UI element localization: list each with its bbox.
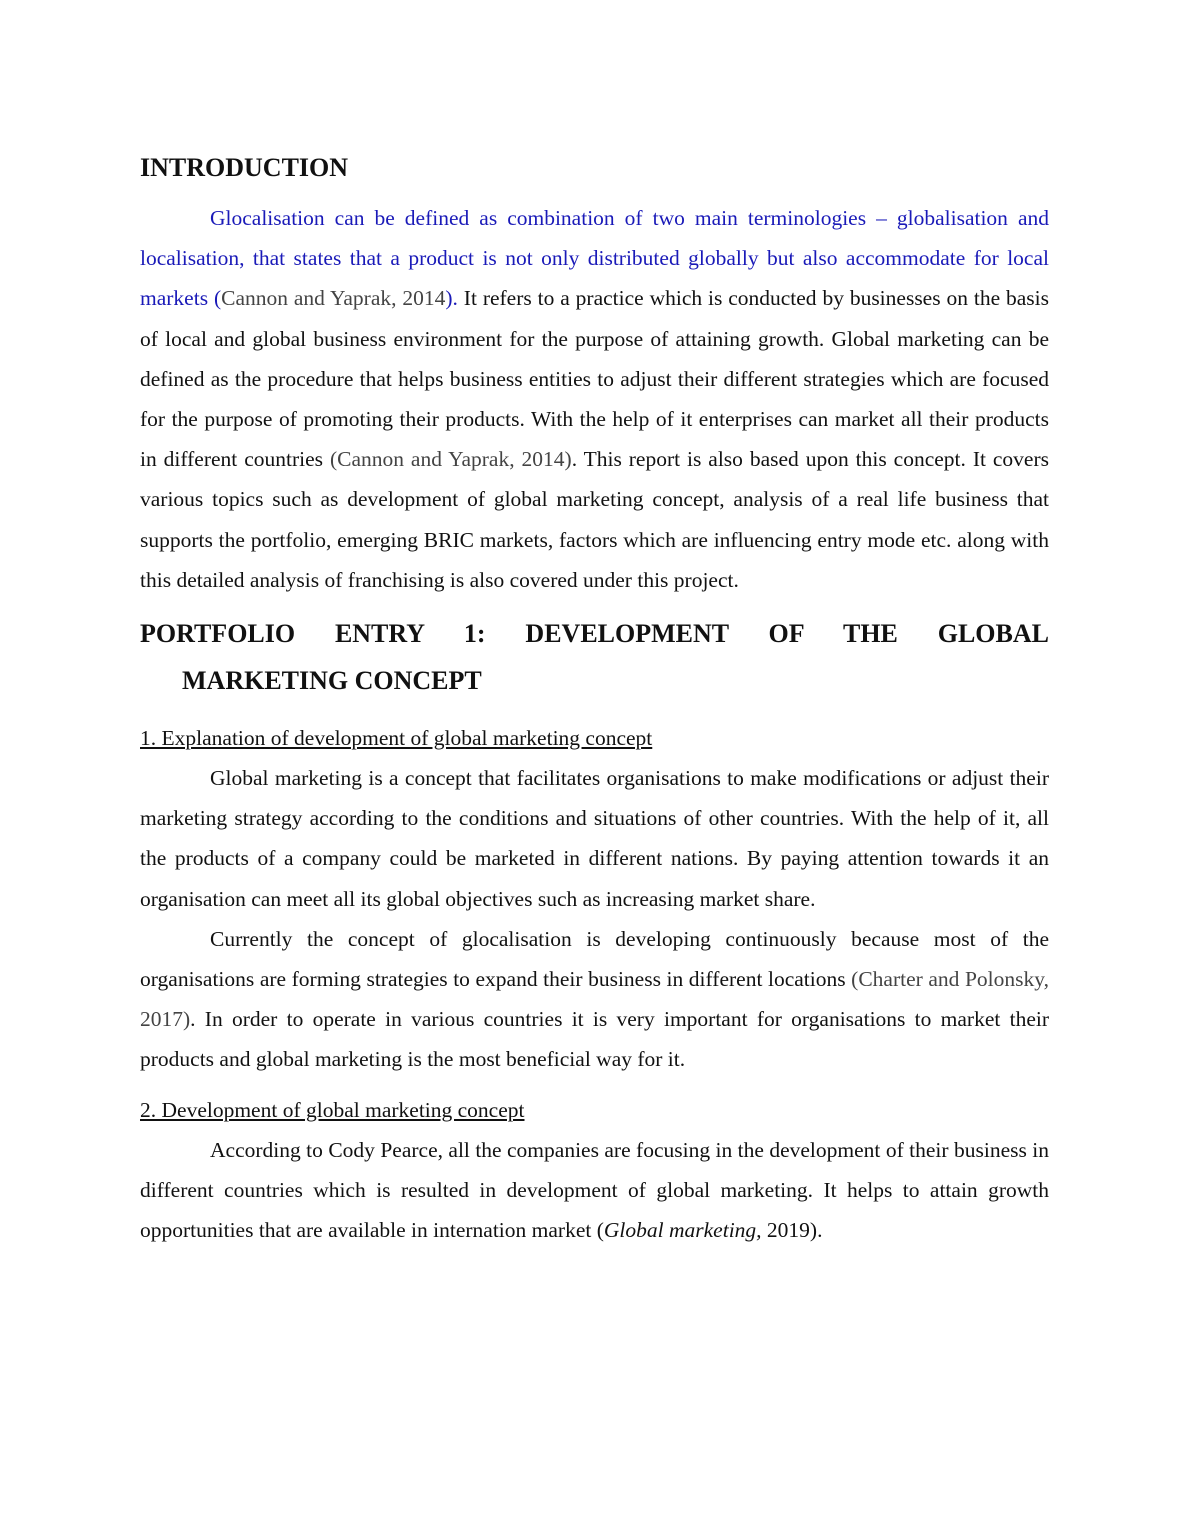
intro-paragraph bbox=[140, 198, 1049, 600]
section1-title: 1. Explanation of development of global marketing concept bbox=[140, 726, 653, 751]
intro-citation-2: (Cannon and Yaprak, 2014) bbox=[329, 447, 572, 472]
section1-paragraph2 bbox=[140, 919, 1049, 1080]
intro-text: It refers to a practice which is conducted by businesses on the basis of local and global business environment for the purpose of attaining growth. Global marketing can be defined as the procedure that helps business entities to adjust their different strategies which are focused for the purpose of promoting their products. With the help of it enterprises can market all their products in different countries bbox=[140, 286, 1050, 472]
section1-citation: (Charter and Polonsky, 2017) bbox=[140, 967, 1049, 1032]
section1-p2-end: . In order to operate in various countries it is very important for organisations to market their products and global marketing is the most beneficial way for it. bbox=[140, 1007, 1049, 1072]
intro-citation: Cannon and Yaprak, 2014 bbox=[221, 286, 446, 311]
section2-p1-end: 2019). bbox=[761, 1218, 823, 1243]
intro-heading: INTRODUCTION bbox=[140, 153, 349, 182]
portfolio-heading: PORTFOLIO ENTRY 1: DEVELOPMENT OF THE GLOBAL bbox=[140, 619, 1049, 649]
intro-blue-close: ). bbox=[445, 286, 458, 311]
section1-p2-text: Currently the concept of glocalisation is developing continuously because most of the organisations are forming strategies to expand their business in different locations bbox=[140, 926, 1049, 992]
section2-p1-text: According to Cody Pearce, all the companies are focusing in the development of their business in different countries which is resulted in development of global marketing. It helps to attain growth opportunities that are available in internation market ( bbox=[140, 1137, 1049, 1243]
portfolio-heading-line2: MARKETING CONCEPT bbox=[182, 666, 482, 696]
section1-paragraph1: Global marketing is a concept that facilitates organisations to make modifications or adjust their marketing strategy according to the conditions and situations of other countries. With the help of it, all the products of a company could be marketed in different nations. By paying attention towards it an organisation can meet all its global objectives such as increasing market share. bbox=[140, 766, 1049, 911]
section2-paragraph1 bbox=[140, 1130, 1049, 1251]
intro-blue-text: Glocalisation can be defined as combination of two main terminologies – globalisation and localisation, that states that a product is not only distributed globally but also accommodate for local markets ( bbox=[140, 206, 1049, 311]
section2-italic-source: Global marketing, bbox=[603, 1218, 762, 1243]
page-content bbox=[140, 146, 1049, 1250]
intro-text-end: . This report is also based upon this concept. It covers various topics such as development of global marketing concept, analysis of a real life business that supports the portfolio, emerging BRIC markets, factors which are influencing entry mode etc. along with this detailed analysis of franchising is also covered under this project. bbox=[140, 447, 1049, 592]
section2-title: 2. Development of global marketing concept bbox=[140, 1097, 525, 1122]
